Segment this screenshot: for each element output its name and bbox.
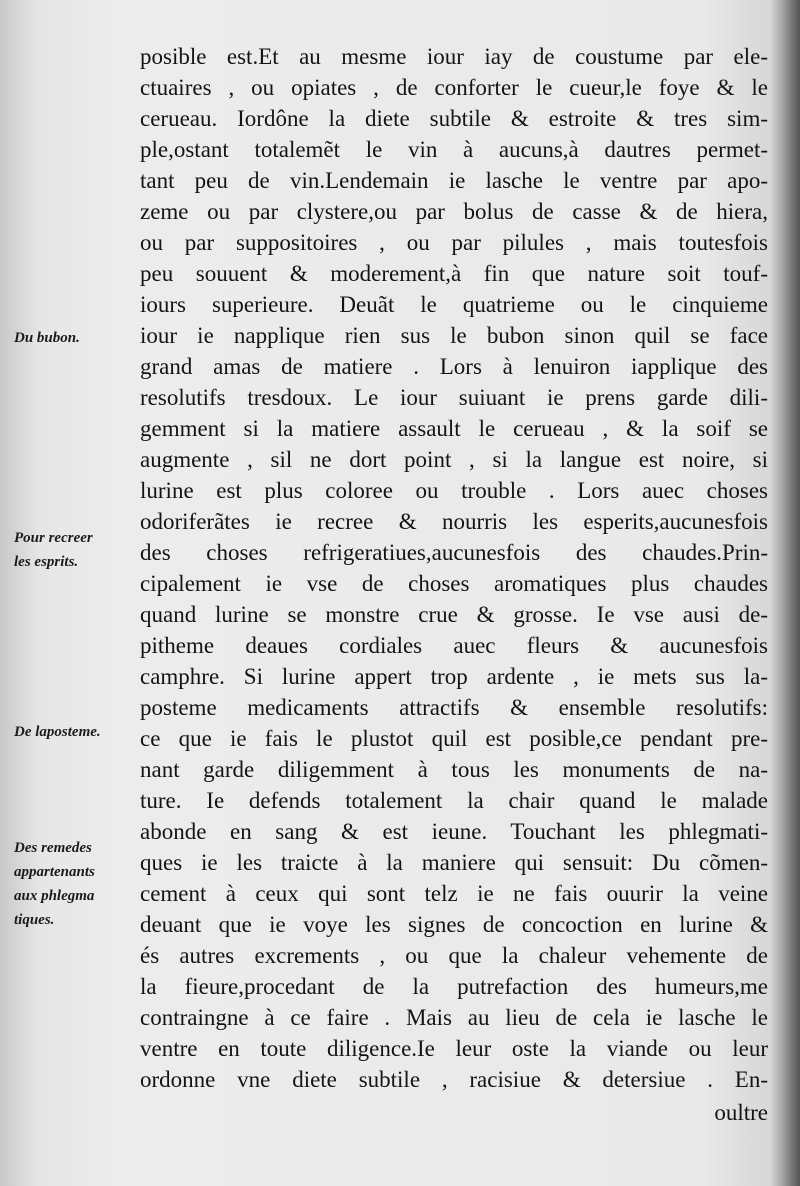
text-line: ventre en toute diligence.Ie leur oste la viande ou leur (140, 1036, 768, 1061)
text-line: camphre. Si lurine appert trop ardente , ie mets sus la- (140, 664, 768, 689)
text-line: lurine est plus coloree ou trouble . Lors auec choses (140, 478, 768, 503)
margin-note-line: De laposteme. (14, 724, 101, 740)
text-line: iour ie napplique rien sus le bubon sinon quil se face (140, 323, 768, 348)
text-line: deuant que ie voye les signes de concoction en lurine & (140, 912, 768, 937)
margin-note-line: Pour recreer (14, 530, 93, 546)
text-line: augmente , sil ne dort point , si la langue est noire, si (140, 447, 768, 472)
margin-note-line: aux phlegma (14, 888, 95, 904)
margin-note-line: Des remedes (14, 840, 92, 856)
text-line: posteme medicaments attractifs & ensemble resolutifs: (140, 695, 768, 720)
text-line: ordonne vne diete subtile , racisiue & detersiue . En- (140, 1067, 768, 1092)
margin-note-bubon (14, 326, 140, 350)
margin-note-line: tiques. (14, 912, 55, 928)
text-line: tant peu de vin.Lendemain ie lasche le ventre par apo- (140, 168, 768, 193)
text-line: resolutifs tresdoux. Le iour suiuant ie prens garde dili- (140, 385, 768, 410)
text-line: és autres excrements , ou que la chaleur vehemente de (140, 943, 768, 968)
text-line: peu souuent & moderement,à fin que nature soit touf- (140, 261, 768, 286)
text-line: pitheme deaues cordiales auec fleurs & aucunesfois (140, 633, 768, 658)
text-line: posible est.Et au mesme iour iay de coustume par ele- (140, 44, 768, 69)
text-line: zeme ou par clystere,ou par bolus de casse & de hiera, (140, 199, 768, 224)
text-line: cipalement ie vse de choses aromatiques plus chaudes (140, 571, 768, 596)
margin-note-remedes (14, 836, 140, 932)
text-line: grand amas de matiere . Lors à lenuiron iapplique des (140, 354, 768, 379)
text-line: odoriferãtes ie recree & nourris les esperits,aucunesfois (140, 509, 768, 534)
text-line: ple,ostant totalemẽt le vin à aucuns,à dautres permet- (140, 137, 768, 162)
catchword: oultre (714, 1100, 768, 1125)
text-line: cement à ceux qui sont telz ie ne fais ouurir la veine (140, 881, 768, 906)
text-line: ctuaires , ou opiates , de conforter le cueur,le foye & le (140, 75, 768, 100)
text-line: ques ie les traicte à la maniere qui sensuit: Du cõmen- (140, 850, 768, 875)
text-line: abonde en sang & est ieune. Touchant les phlegmati- (140, 819, 768, 844)
text-line: cerueau. Iordône la diete subtile & estroite & tres sim- (140, 106, 768, 131)
margin-note-recreer (14, 526, 140, 574)
text-line: quand lurine se monstre crue & grosse. Ie vse ausi de- (140, 602, 768, 627)
margin-note-line: appartenants (14, 864, 95, 880)
text-line: nant garde diligemment à tous les monuments de na- (140, 757, 768, 782)
text-line: contraingne à ce faire . Mais au lieu de cela ie lasche le (140, 1005, 768, 1030)
text-line: la fieure,procedant de la putrefaction des humeurs,me (140, 974, 768, 999)
text-line: iours superieure. Deuãt le quatrieme ou le cinquieme (140, 292, 768, 317)
text-line: ou par suppositoires , ou par pilules , mais toutesfois (140, 230, 768, 255)
margin-note-line: Du bubon. (14, 330, 80, 346)
text-line: ture. Ie defends totalement la chair quand le malade (140, 788, 768, 813)
margin-note-aposteme (14, 720, 140, 744)
text-line: ce que ie fais le plustot quil est posible,ce pendant pre- (140, 726, 768, 751)
page-gutter-shadow (770, 0, 800, 1186)
text-line: gemment si la matiere assault le cerueau , & la soif se (140, 416, 768, 441)
margin-note-line: les esprits. (14, 554, 79, 570)
text-line: des choses refrigeratiues,aucunesfois des chaudes.Prin- (140, 540, 768, 565)
